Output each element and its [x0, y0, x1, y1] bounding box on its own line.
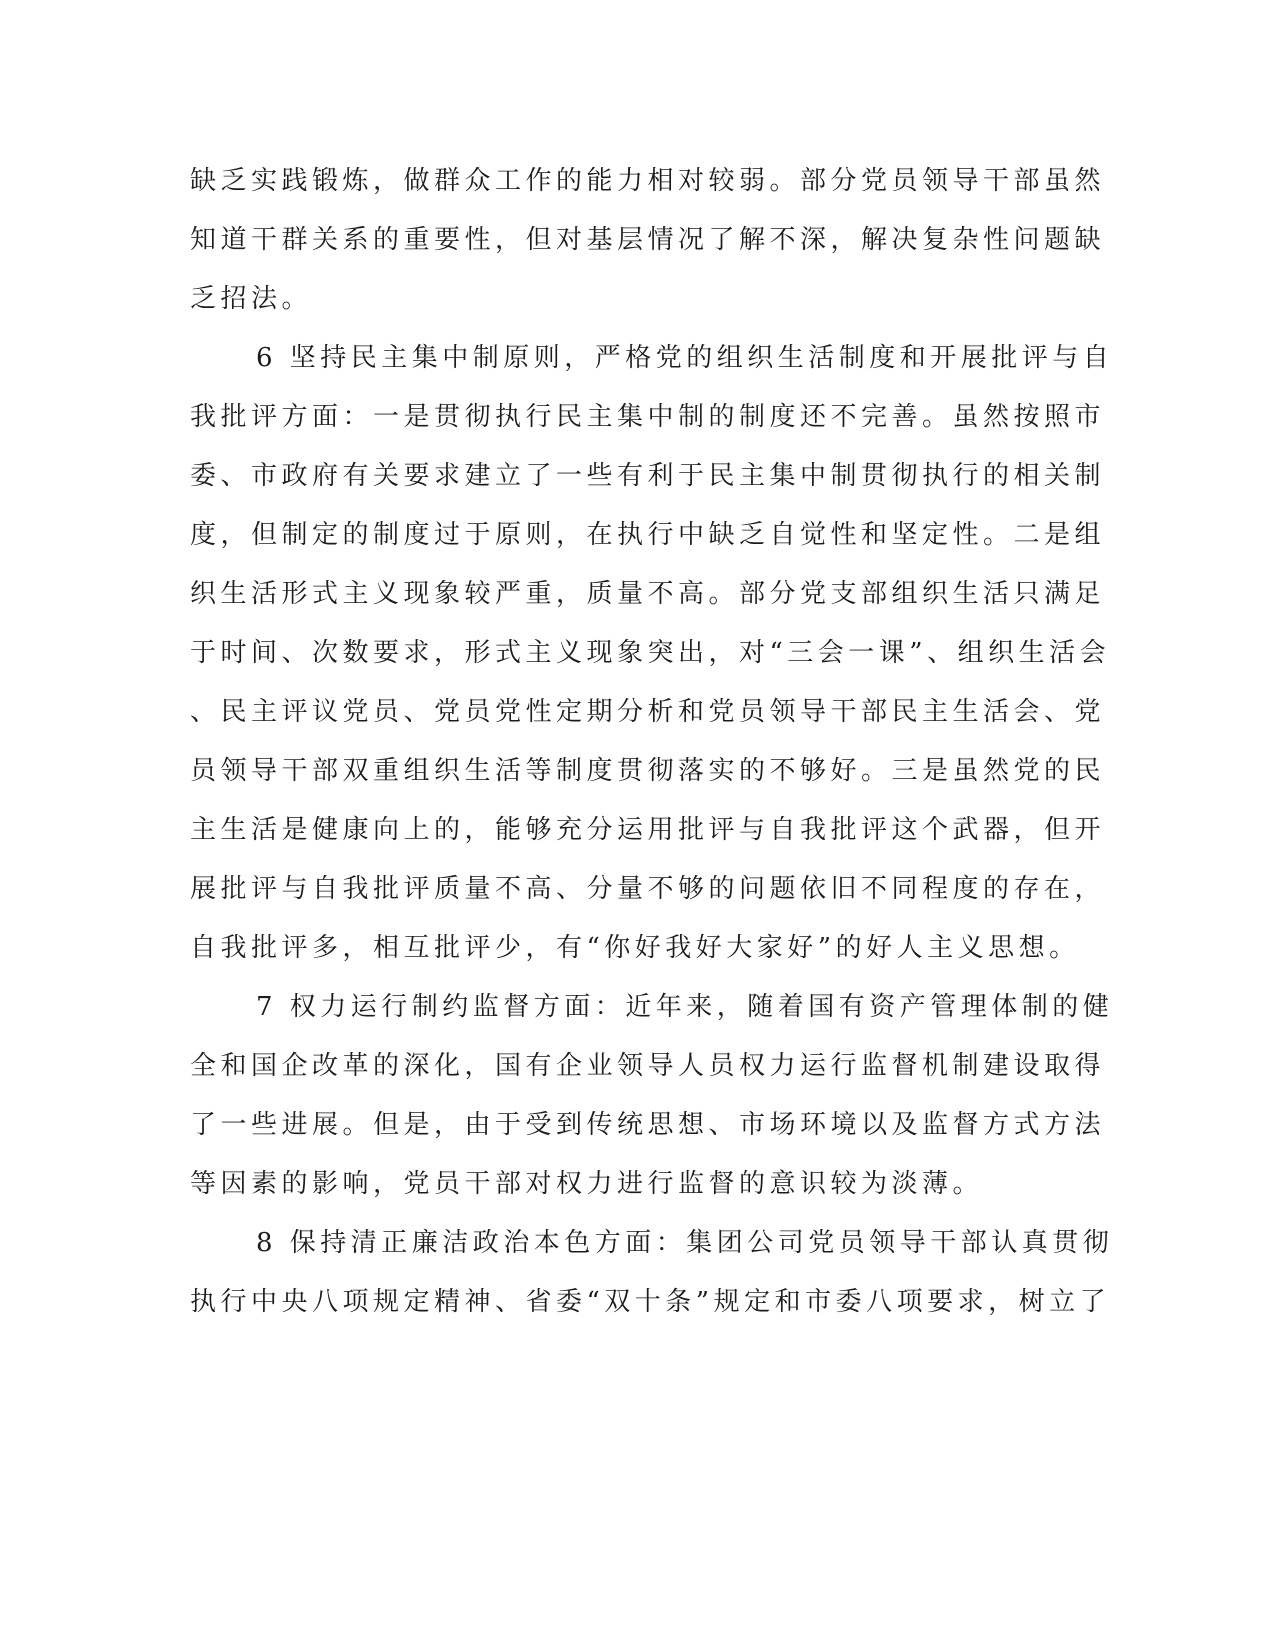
paragraph-6-first-line: 6 坚持民主集中制原则，严格党的组织生活制度和开展批评与自	[256, 343, 1114, 373]
text-line-6: 委、市政府有关要求建立了一些有利于民主集中制贯彻执行的相关制	[190, 461, 1106, 491]
text-line-5: 我批评方面：一是贯彻执行民主集中制的制度还不完善。虽然按照市	[190, 402, 1106, 432]
text-line-8: 织生活形式主义现象较严重，质量不高。部分党支部组织生活只满足	[190, 579, 1106, 609]
text-line-20: 执行中央八项规定精神、省委“双十条”规定和市委八项要求，树立了	[190, 1287, 1111, 1317]
paragraph-8-first-line: 8 保持清正廉洁政治本色方面：集团公司党员领导干部认真贯彻	[256, 1228, 1114, 1258]
text-line-10: 、民主评议党员、党员党性定期分析和党员领导干部民主生活会、党	[190, 697, 1106, 727]
text-line-9: 于时间、次数要求，形式主义现象突出，对“三会一课”、组织生活会	[190, 638, 1111, 668]
text-line-1: 缺乏实践锻炼，做群众工作的能力相对较弱。部分党员领导干部虽然	[190, 166, 1106, 196]
text-line-7: 度，但制定的制度过于原则，在执行中缺乏自觉性和坚定性。二是组	[190, 520, 1106, 550]
text-line-2: 知道干群关系的重要性，但对基层情况了解不深，解决复杂性问题缺	[190, 225, 1106, 255]
text-line-13: 展批评与自我批评质量不高、分量不够的问题依旧不同程度的存在，	[190, 874, 1106, 904]
text-line-16: 全和国企改革的深化，国有企业领导人员权力运行监督机制建设取得	[190, 1051, 1106, 1081]
text-line-11: 员领导干部双重组织生活等制度贯彻落实的不够好。三是虽然党的民	[190, 756, 1106, 786]
text-line-12: 主生活是健康向上的，能够充分运用批评与自我批评这个武器，但开	[190, 815, 1106, 845]
text-line-14: 自我批评多，相互批评少，有“你好我好大家好”的好人主义思想。	[190, 933, 1080, 963]
text-line-3: 乏招法。	[190, 284, 313, 314]
paragraph-7-first-line: 7 权力运行制约监督方面：近年来，随着国有资产管理体制的健	[256, 992, 1114, 1022]
text-line-18: 等因素的影响，党员干部对权力进行监督的意识较为淡薄。	[190, 1169, 984, 1199]
text-line-17: 了一些进展。但是，由于受到传统思想、市场环境以及监督方式方法	[190, 1110, 1106, 1140]
